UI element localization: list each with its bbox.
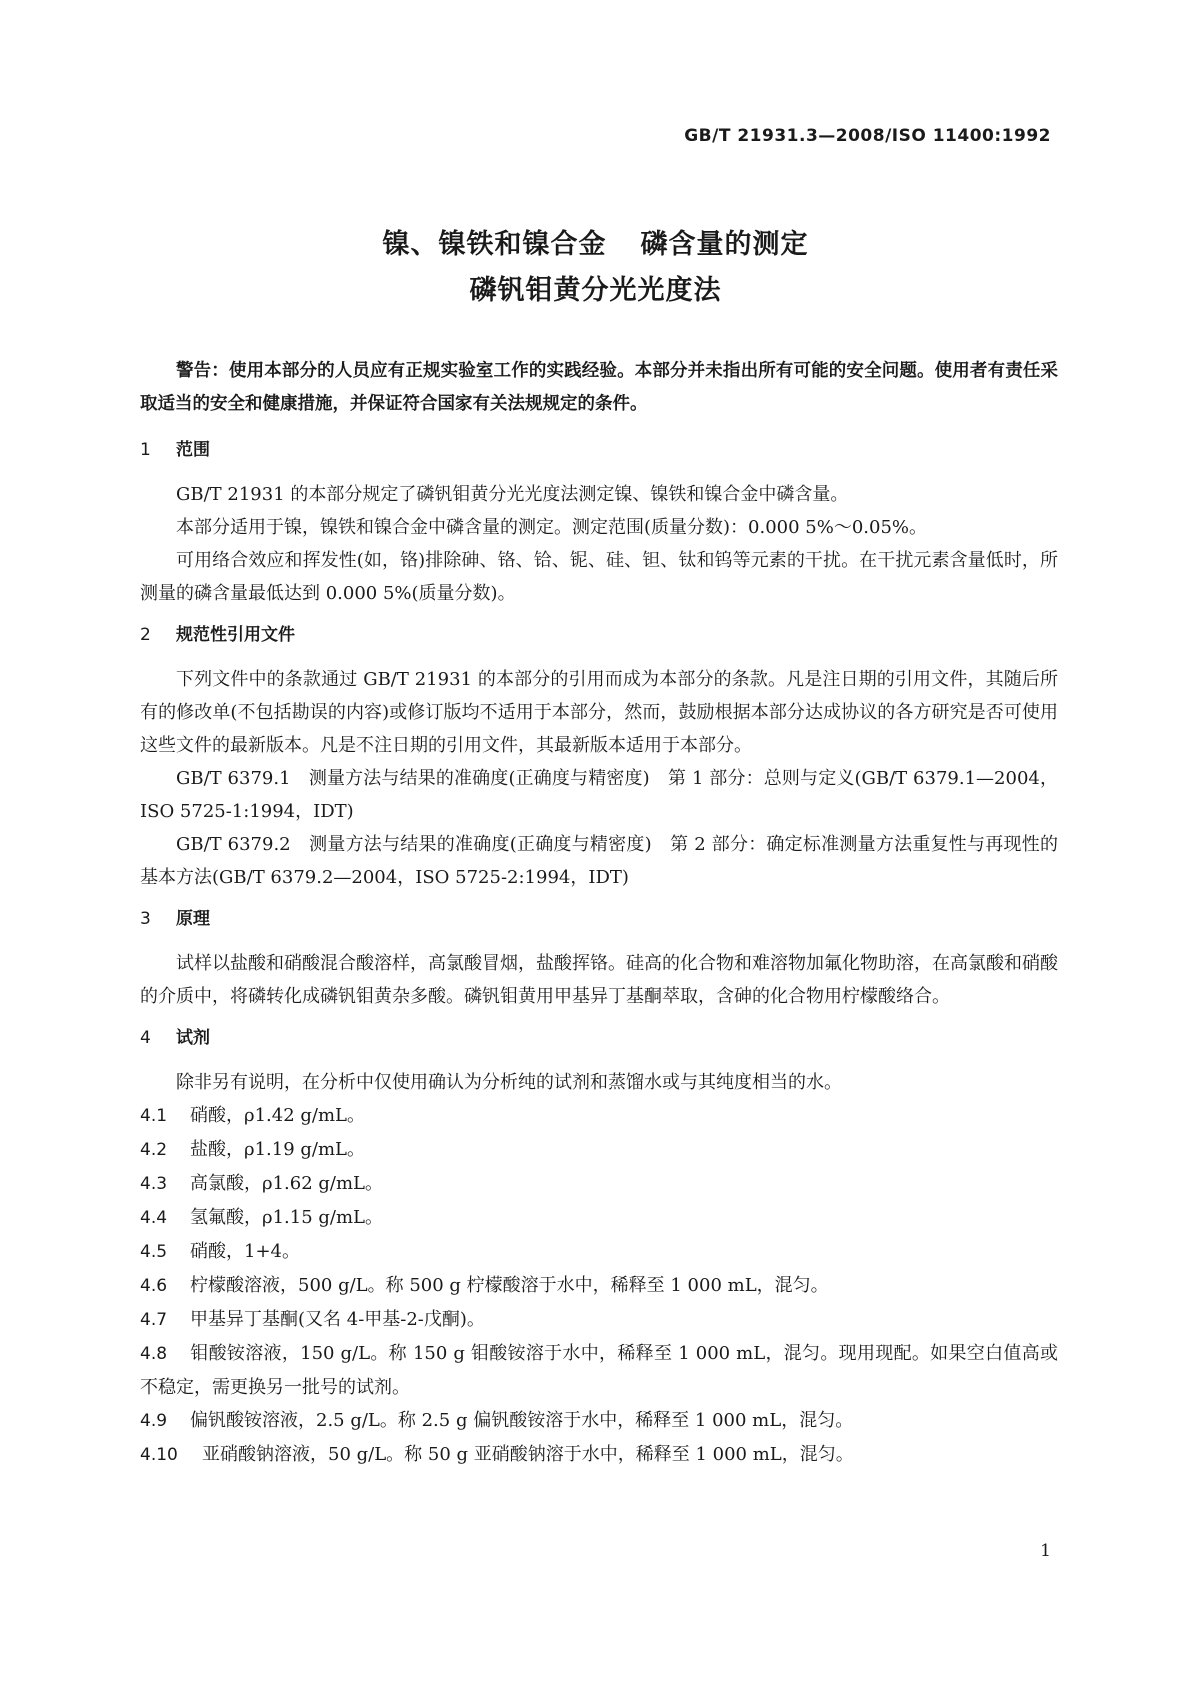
- reference-entry: GB/T 6379.2 测量方法与结果的准确度(正确度与精密度) 第 2 部分：确定标准测量方法重复性与再现性的基本方法(GB/T 6379.2—2004，ISO 5725-2:1994，IDT): [140, 834, 1058, 888]
- warning-notice: 警告：使用本部分的人员应有正规实验室工作的实践经验。本部分并未指出所有可能的安全问题。使用者有责任采取适当的安全和健康措施，并保证符合国家有关法规规定的条件。: [140, 361, 1058, 414]
- item-text: 硝酸，1+4。: [190, 1241, 300, 1262]
- paragraph: 可用络合效应和挥发性(如，铬)排除砷、铬、铪、铌、硅、钽、钛和钨等元素的干扰。在干扰元素含量低时，所测量的磷含量最低达到 0.000 5%(质量分数)。: [140, 550, 1058, 604]
- item-number: 4.3: [140, 1174, 168, 1194]
- item-number: 4.9: [140, 1411, 168, 1431]
- item-number: 4.10: [140, 1445, 178, 1465]
- section-number: 2: [140, 625, 151, 645]
- item-number: 4.4: [140, 1208, 168, 1228]
- item-number: 4.8: [140, 1344, 168, 1364]
- section-title: 规范性引用文件: [176, 625, 295, 645]
- reagent-item: [140, 1133, 1058, 1167]
- item-text: 硝酸，ρ1.42 g/mL。: [190, 1105, 365, 1126]
- document-body: [140, 355, 1058, 1472]
- section-heading-4: [140, 1024, 1058, 1052]
- item-text: 偏钒酸铵溶液，2.5 g/L。称 2.5 g 偏钒酸铵溶于水中，稀释至 1 000 mL，混匀。: [190, 1410, 854, 1431]
- section-title: 试剂: [176, 1028, 210, 1048]
- item-text: 柠檬酸溶液，500 g/L。称 500 g 柠檬酸溶于水中，稀释至 1 000 mL，混匀。: [190, 1275, 829, 1296]
- title-part-2: 磷含量的测定: [640, 229, 809, 260]
- item-number: 4.2: [140, 1140, 168, 1160]
- paragraph: 试样以盐酸和硝酸混合酸溶样，高氯酸冒烟，盐酸挥铬。硅高的化合物和难溶物加氟化物助溶，在高氯酸和硝酸的介质中，将磷转化成磷钒钼黄杂多酸。磷钒钼黄用甲基异丁基酮萃取，含砷的化合物用柠檬酸络合。: [140, 953, 1058, 1007]
- reference-entry: GB/T 6379.1 测量方法与结果的准确度(正确度与精密度) 第 1 部分：总则与定义(GB/T 6379.1—2004，ISO 5725-1:1994，IDT): [140, 768, 1058, 822]
- section-heading-2: [140, 621, 1058, 649]
- paragraph: GB/T 21931 的本部分规定了磷钒钼黄分光光度法测定镍、镍铁和镍合金中磷含量。: [176, 484, 849, 505]
- item-number: 4.5: [140, 1242, 168, 1262]
- reagent-item: [140, 1438, 1058, 1472]
- section-number: 3: [140, 909, 151, 929]
- paragraph: 本部分适用于镍，镍铁和镍合金中磷含量的测定。测定范围(质量分数)：0.000 5%～0.05%。: [176, 517, 928, 538]
- item-number: 4.1: [140, 1106, 168, 1126]
- paragraph: 除非另有说明，在分析中仅使用确认为分析纯的试剂和蒸馏水或与其纯度相当的水。: [176, 1072, 842, 1093]
- item-text: 钼酸铵溶液，150 g/L。称 150 g 钼酸铵溶于水中，稀释至 1 000 mL，混匀。现用现配。如果空白值高或不稳定，需更换另一批号的试剂。: [140, 1343, 1058, 1398]
- item-number: 4.6: [140, 1276, 168, 1296]
- reagent-item: [140, 1269, 1058, 1303]
- reagent-item: [140, 1167, 1058, 1201]
- reagent-item: [140, 1303, 1058, 1337]
- section-title: 原理: [176, 909, 210, 929]
- section-heading-3: [140, 905, 1058, 933]
- title-line-2: 磷钒钼黄分光光度法: [469, 275, 722, 306]
- item-text: 盐酸，ρ1.19 g/mL。: [190, 1139, 365, 1160]
- title-line-1: [0, 222, 1191, 268]
- reagent-item: [140, 1201, 1058, 1235]
- reagent-item: [140, 1235, 1058, 1269]
- standard-code: GB/T 21931.3—2008/ISO 11400:1992: [684, 126, 1051, 146]
- title-part-1: 镍、镍铁和镍合金: [382, 229, 607, 260]
- item-number: 4.7: [140, 1310, 168, 1330]
- reagent-item: [140, 1404, 1058, 1438]
- section-heading-1: [140, 436, 1058, 464]
- item-text: 亚硝酸钠溶液，50 g/L。称 50 g 亚硝酸钠溶于水中，稀释至 1 000 mL，混匀。: [202, 1444, 854, 1465]
- section-title: 范围: [176, 440, 210, 460]
- item-text: 氢氟酸，ρ1.15 g/mL。: [190, 1207, 383, 1228]
- item-text: 甲基异丁基酮(又名 4-甲基-2-戊酮)。: [190, 1309, 485, 1330]
- section-number: 1: [140, 440, 151, 460]
- document-title: [0, 222, 1191, 314]
- page-number: 1: [1040, 1541, 1051, 1561]
- paragraph: 下列文件中的条款通过 GB/T 21931 的本部分的引用而成为本部分的条款。凡是注日期的引用文件，其随后所有的修改单(不包括勘误的内容)或修订版均不适用于本部分，然而，鼓励根据本部分达成协议的各方研究是否可使用这些文件的最新版本。凡是不注日期的引用文件，其最新版本适用于本部分。: [140, 669, 1058, 756]
- reagent-item: [140, 1099, 1058, 1133]
- item-text: 高氯酸，ρ1.62 g/mL。: [190, 1173, 383, 1194]
- reagent-item: [140, 1337, 1058, 1404]
- section-number: 4: [140, 1028, 151, 1048]
